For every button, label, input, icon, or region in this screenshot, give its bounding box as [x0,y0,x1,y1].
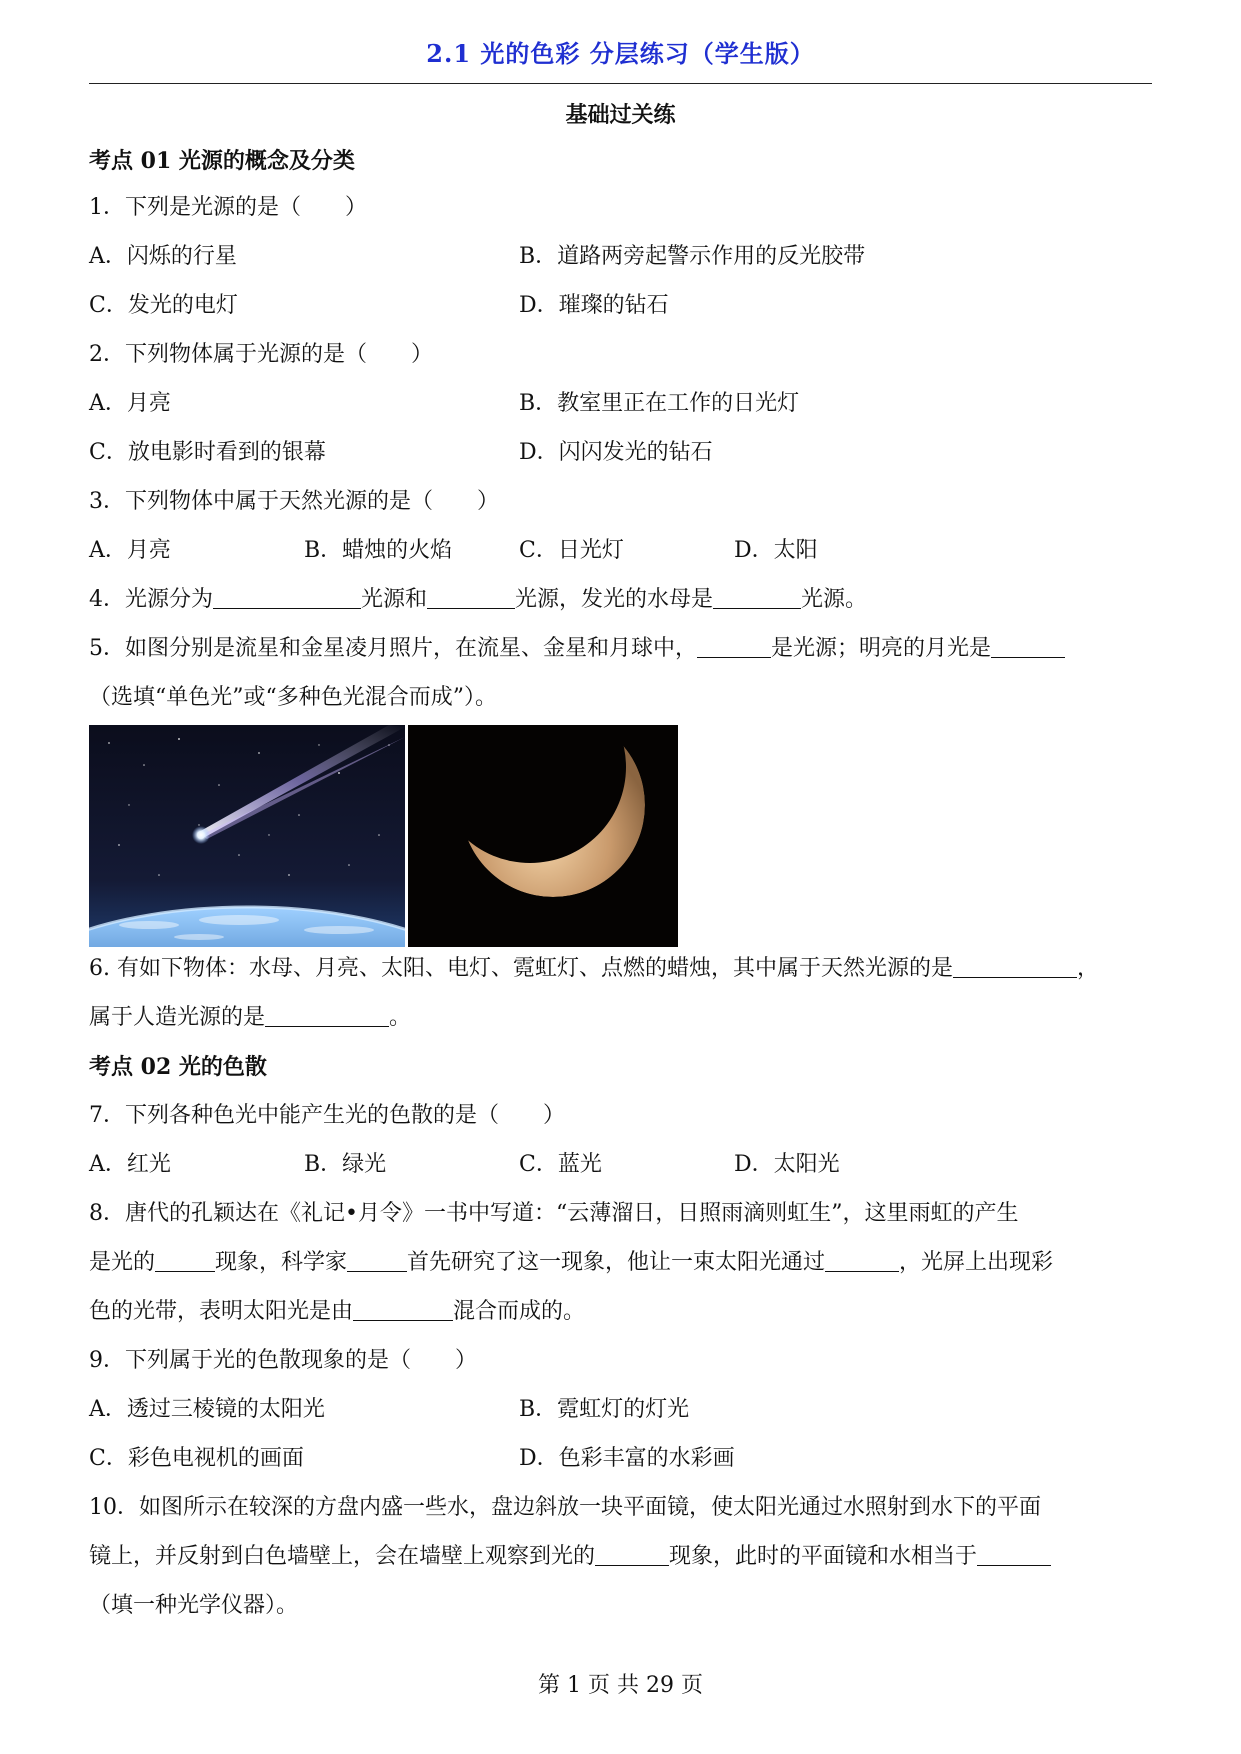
q3-stem: 3．下列物体中属于天然光源的是（ ） [89,489,499,514]
q3-option-b: B．蜡烛的火焰 [304,538,453,563]
q3-option-a: A．月亮 [89,538,171,563]
q8-blank-3[interactable] [825,1249,899,1272]
q2-stem: 2．下列物体属于光源的是（ ） [89,342,433,367]
q5-part-1: 5．如图分别是流星和金星凌月照片，在流星、金星和月球中， [89,636,697,661]
header-rule [89,83,1152,84]
moon-photo [408,725,678,947]
q9-stem: 9．下列属于光的色散现象的是（ ） [89,1348,477,1373]
q8-part-4: 首先研究了这一现象，他让一束太阳光通过 [407,1250,826,1275]
topic-1-heading: 考点 01 光源的概念及分类 [89,148,355,174]
q8-blank-4[interactable] [353,1298,453,1321]
q1-stem: 1．下列是光源的是（ ） [89,195,367,220]
q4-blank-2[interactable] [427,586,515,609]
q10-line-3: （填一种光学仪器）。 [89,1593,299,1618]
q6-part-3: 属于人造光源的是 [89,1005,266,1030]
q5-blank-2[interactable] [991,635,1065,658]
q6-blank-2[interactable] [265,1004,389,1027]
q6-line-1 [89,954,1099,984]
q8-line-1: 8．唐代的孔颖达在《礼记•月令》一书中写道：“云薄溜日，日照雨滴则虹生”，这里雨虹的产生 [89,1201,1019,1226]
q8-part-3: 现象，科学家 [215,1250,348,1275]
q6-blank-1[interactable] [953,955,1077,978]
q8-line-3 [89,1297,585,1327]
q4-blank-3[interactable] [713,586,801,609]
q9-option-d: D．色彩丰富的水彩画 [519,1446,735,1471]
q4-part-4: 光源。 [801,587,868,612]
q4-part-3: 光源，发光的水母是 [515,587,714,612]
q2-option-d: D．闪闪发光的钻石 [519,440,713,465]
page-footer: 第 1 页 共 29 页 [538,1673,703,1698]
q9-option-a: A．透过三棱镜的太阳光 [89,1397,325,1422]
q8-blank-1[interactable] [155,1249,215,1272]
q10-part-3: 现象，此时的平面镜和水相当于 [669,1544,978,1569]
q8-line-2 [89,1248,1053,1278]
q6-part-2: ， [1077,956,1100,981]
document-title: 2.1 光的色彩 分层练习（学生版） [426,39,815,68]
q4-blank-1[interactable] [213,586,361,609]
q7-option-d: D．太阳光 [734,1152,840,1177]
q1-option-a: A．闪烁的行星 [89,244,237,269]
q10-blank-2[interactable] [977,1543,1051,1566]
q4-part-2: 光源和 [361,587,428,612]
q1-option-c: C．发光的电灯 [89,293,238,318]
q7-option-c: C．蓝光 [519,1152,602,1177]
q9-option-c: C．彩色电视机的画面 [89,1446,304,1471]
q2-option-a: A．月亮 [89,391,171,416]
q10-part-2: 镜上，并反射到白色墙壁上，会在墙壁上观察到光的 [89,1544,596,1569]
q8-part-2: 是光的 [89,1250,156,1275]
q5-line-1 [89,634,1065,664]
q8-part-7: 混合而成的。 [453,1299,586,1324]
topic-2-heading: 考点 02 光的色散 [89,1054,267,1080]
q4-part-1: 4．光源分为 [89,587,213,612]
q3-option-d: D．太阳 [734,538,818,563]
q8-blank-2[interactable] [347,1249,407,1272]
q8-part-6: 色的光带，表明太阳光是由 [89,1299,354,1324]
q7-option-b: B．绿光 [304,1152,387,1177]
q10-line-1: 10．如图所示在较深的方盘内盛一些水，盘边斜放一块平面镜，使太阳光通过水照射到水下的平面 [89,1495,1041,1520]
q4-text [89,585,867,615]
q2-option-b: B．教室里正在工作的日光灯 [519,391,800,416]
q5-part-3: （选填“单色光”或“多种色光混合而成”）。 [89,685,497,710]
q3-option-c: C．日光灯 [519,538,624,563]
q10-line-2 [89,1542,1051,1572]
q6-line-2 [89,1003,411,1033]
q10-blank-1[interactable] [595,1543,669,1566]
q1-option-d: D．璀璨的钻石 [519,293,669,318]
q9-option-b: B．霓虹灯的灯光 [519,1397,690,1422]
q8-part-5: ，光屏上出现彩 [899,1250,1054,1275]
section-title: 基础过关练 [565,102,676,128]
q5-blank-1[interactable] [697,635,771,658]
q6-part-4: 。 [389,1005,412,1030]
meteor-photo [89,725,405,947]
q5-part-2: 是光源；明亮的月光是 [771,636,992,661]
q1-option-b: B．道路两旁起警示作用的反光胶带 [519,244,866,269]
q7-option-a: A．红光 [89,1152,171,1177]
q2-option-c: C．放电影时看到的银幕 [89,440,326,465]
q6-part-1: 6. 有如下物体：水母、月亮、太阳、电灯、霓虹灯、点燃的蜡烛，其中属于天然光源的是 [89,956,953,981]
q7-stem: 7．下列各种色光中能产生光的色散的是（ ） [89,1103,565,1128]
